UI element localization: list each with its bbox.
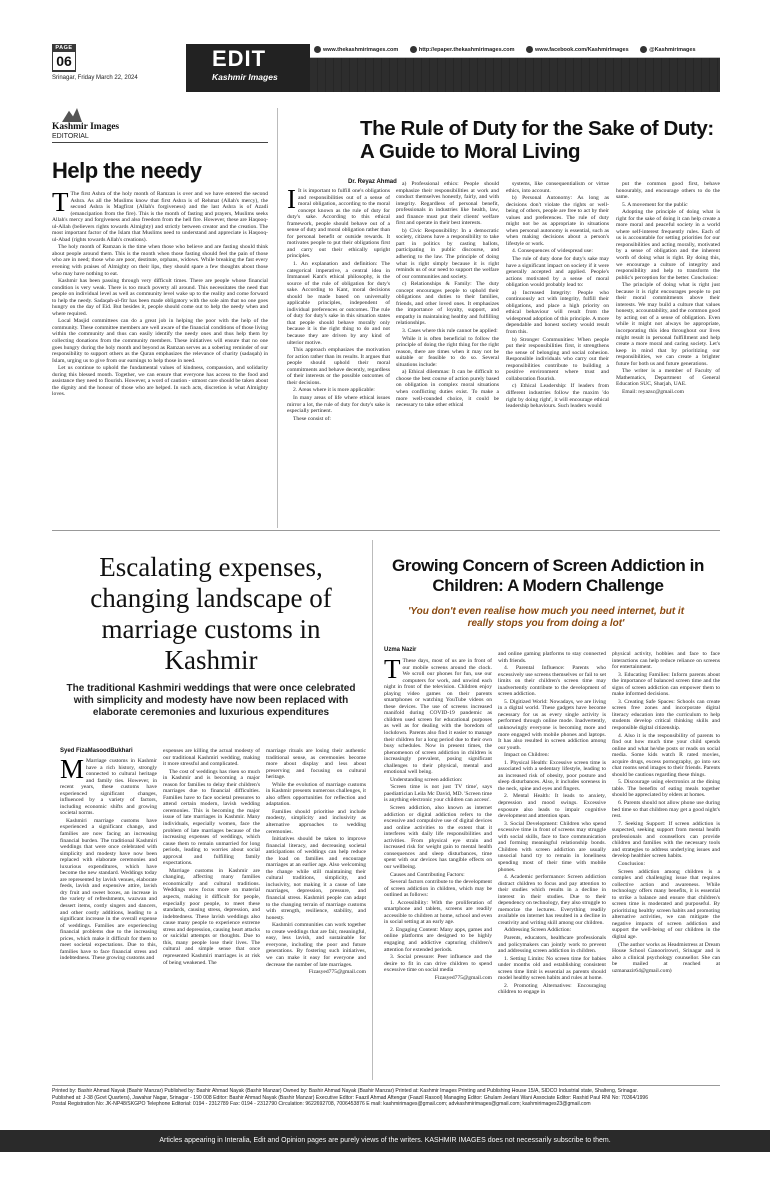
page-number: 06 [53,52,75,70]
duty-para: This approach emphasizes the motivation for action rather than its results. It argues that people should uphold their moral commitments and behave decently, regardless of their interests or the possible outcomes of their decisions. [287,347,390,386]
facebook-link[interactable]: www.facebook.com/KashmirImages [535,47,629,53]
dropcap: T [384,658,401,684]
marriage-para: marriage rituals are losing their authentic traditional sense, as ceremonies become more about display and less about preserving and focusing on cultural heritage. [266,748,366,781]
screen-quote: 'You don't even realise how much you need internet, but it really stops you from doing a lot' [407,606,685,629]
marriage-byline: Syed FizaMasoodBukhari [60,748,133,754]
screen-para: 5. Discourage using electronics at the dining table. The benefits of eating meals together should be appreciated by elders at homes. [612,779,720,799]
screen-para: (The author works as Headmistress at Dream House School Ganoorirowri, Srinagar and is also a clinical psychology counsellor. She can be mailed at reached at uzmanazir64@gmail.com) [612,941,720,974]
marriage-para: Initiatives should be taken to improve financial literacy, and decreasing societal anticipations of weddings can help reduce the load on families and encourage marriages at an earlier age. Also welcoming the change while still maintaining their cultural traditions, simplicity, and inclusivity, not making it a cause of late marriages, depression, pressure, and financial stress. Kashmiri people can adapt to the changing terrain of marriage customs with strength, resilience, stability, and honesty. [266,836,366,921]
screen-col-3 [612,651,720,1082]
marriage-para: The cost of weddings has risen so much in Kashmir and is becoming a major reason for families to delay their children's marriages due to financial difficulties. Families have to face societal pressures to attend certain modern, lavish wedding ceremonies. This is becoming the major issue of late marriages in Kashmir. Many individuals, especially women, face the problem of late marriages because of the increasing expenses of weddings, which cause them to remain unmarried for long periods, leading to worries about social approval and fulfilling family expectations. [163,768,260,867]
duty-para: b) Personal Autonomy: As long as decisions don't violate the rights or well-being of others, people are free to act by their values and preferences. The rule of duty might not be as appropriate in situations when personal autonomy is essential, such as when making decisions about a person's lifestyle or work. [506,195,609,247]
web-link[interactable]: www.thekashmirimages.com [323,47,399,53]
duty-para: 3. Cases where this rule cannot be applied: [402,328,498,335]
screen-para: physical activity, hobbies and face to face interactions can help reduce reliance on screens for entertainment. [612,651,720,671]
disclaimer-footer [0,1130,770,1152]
screen-para: 3. Social pressure: Peer influence and the desire to fit in can drive children to spend excessive time on social media [384,954,492,974]
screen-para: 4. Parental Influence: Parents who excessively use screens themselves or fail to set limits on their children's screen time may inadvertently contribute to the development of screen addiction. [498,665,606,698]
author-email: Fizasyed775@gmail.com [434,974,492,981]
screen-para: Conclusion: [618,860,646,867]
date-line: Srinagar, Friday March 22, 2024 [52,75,138,81]
column-divider [372,540,373,1080]
marriage-para: While the evolution of marriage customs in Kashmir presents numerous challenges, it also offers opportunities for reflection and adaptation. [266,781,366,808]
duty-para: b) Stronger Communities: When people put their responsibilities first, it strengthens the sense of belonging and social cohesion. Responsible individuals who carry out their responsibilities contribute to building a positive environment where trust and collaboration flourish. [506,336,609,382]
duty-para: While it is often beneficial to follow the principle of doing the right thing for the right reason, there are times when it may not be suitable or feasible to do so. Several situations include: [396,335,499,368]
section-divider [52,530,720,531]
imprint-line: Published at: J-38 (Govt Quarters), Jawahar Nagar, Srinagar - 190 008 Editor: Bashir Ahmad Nayak (Bashir Manzar) Executive Editor: Faazil Ahmad Aftengar (Faazil Rasool) Managing Editor: Ghulam Jeelani Wani Associate Editor: Rashid Paul RNI No: 70364/1996 [52,1094,649,1101]
marriage-para: Kashmiri communities can work together to create weddings that are fair, meaningful, easy, less lavish, and sustainable for everyone, including the poor and future generations. By fostering such initiatives, we can make it easy for everyone and decrease the number of late marriages. [266,922,366,968]
screen-para: 6. Parents should not allow phone use during bed time so that children may get a good night's rest. [612,800,720,820]
screen-col-2 [498,651,606,1082]
editorial-body [52,191,268,511]
screen-para: Impact on Children: [504,752,550,759]
globe-icon [410,46,417,53]
duty-col-2 [396,181,499,523]
screen-para: 2. Engaging Content: Many apps, games and online platforms are designed to be highly engaging and addictive capturing children's attention for extended periods. [384,926,492,953]
editorial-logo [52,108,119,140]
header-decor-band [310,58,720,92]
marriage-col-2 [163,748,260,1083]
duty-para: The writer is a member of Faculty of Mathematics, Department of General Education SUC, Sharjah, UAE. [616,368,720,388]
marriage-subtitle: The traditional Kashmiri weddings that were once celebrated with simplicity and modesty have now been replaced with elaborate ceremonies and luxurious expenditures [66,683,356,718]
page-badge [52,44,76,72]
duty-para: Adopting the principle of doing what is right for the sake of doing it can help create a more moral and peaceful society in a world where self-interest frequently rules. Each of us is accountable for setting priorities for our responsibilities and acting morally, motivated by a sense of obligation and the inherent worth of doing what is right. By doing this, we encourage a culture of integrity and responsibility and help to transform the public's perception for the better. Conclusion: [616,209,720,281]
screen-para: 'Screen time is not just TV time', says paediatrician Leila Mc David, MD. 'Screen time is anything electronic your children can access'. [384,784,492,804]
duty-para: These consist of: [293,415,331,422]
marriage-col-3 [266,748,366,1083]
duty-para: c) Ethical Leadership: If leaders from different industries follow the maxim 'do right by doing right', it will encourage ethical leadership behaviours. Such leaders would [506,383,609,410]
marriage-para: Marriage customs in Kashmir have a rich history, strongly connected to cultural heritage and family ties. However, in recent years, these customs have experienced significant changes, influenced by a variety of factors, including economic shifts and growing societal norms. [60,758,157,817]
page-label: PAGE [55,45,73,51]
screen-para: These days, most of us are in front of our mobile screens around the clock. We scroll our phones for fun, use our computers for work, and unwind each night in front of the television. Children enjoy playing video games on their parents smartphones or watching YouTube videos on these devices. The use of screens increased manifold during COVID-19 pandemic as children used screen for educational purposes as well as for dealing with the boredom of lockdown. Parents also find it easier to manage their children for a long period due to their own busy schedules. Now in present times, the phenomenon of screen addiction in children is increasingly prevalent, posing significant challenges to their physical, mental and emotional well being. [384,658,492,776]
screen-para: 3. Social Development: Children who spend excessive time in front of screens may struggle with social skills, face to face communication and forming meaningful relationship bonds. Children with screen addiction are usually unsocial hand try to remain in loneliness spending most of their time with mobile phones. [498,820,606,873]
screen-para: 1. Accessibility: With the proliferation of smartphone and tablets, screens are readily accessible to children at home, school and even in social setting at an early age. [384,899,492,926]
screen-para: Causes and Contributing Factors: [390,871,465,878]
duty-para: b) Civic Responsibility: In a democratic society, citizens have a responsibility to take part in politics by casting ballots, participating in public discourse, and adhering to the law. The principle of doing what is right simply because it is right reminds us of our need to support the welfare of our communities and society. [396,227,499,280]
imprint [52,1088,720,1108]
duty-para: c) Relationships & Family: The duty concept encourages people to uphold their obligations and duties to their families, friends, and other loved ones. It emphasizes the importance of loyalty, support, and empathy in maintaining healthy and fulfilling relationships. [396,281,499,327]
duty-byline: Dr. Reyaz Ahmad [348,179,397,185]
duty-para: a) Professional ethics: People should emphasize their responsibilities at work and conduct themselves honestly, fairly, and with integrity. Regardless of personal benefit, professionals in industries like health, law, and finance must put their clients' welfare first and operate in their best interests. [396,181,499,227]
screen-para: Addressing Screen Addiction: [504,927,572,934]
duty-para: a) Ethical dilemmas: It can be difficult to choose the best course of action purely based on obligation in complex moral situations when conflicting duties exist. To make a more well-rounded choice, it could be necessary to take other ethical [396,369,499,409]
marriage-para: Kashmiri marriage customs have experienced a significant change, and families are now facing an increasing financial burden. The traditional Kashmiri weddings that were once celebrated with simplicity and modesty have now been replaced with elaborate ceremonies and luxurious expenditures, which have become the new standard. Weddings today are represented by lavish venues, elaborate feeds, lavish and expensive attire, lavish dry fruit and sweet boxes, an increase in the variety of refreshments, wazwan and dessert items, costly singers and dancers, and other costly additions, leading to a significant increase in the overall expense of weddings. Families are experiencing financial problems due to the increasing prices, which make it difficult for them to meet societal expectations. Due to this, families have to face financial stress and indebtedness. These growing customs and [60,817,157,962]
dropcap: T [52,191,69,217]
dropcap: M [60,758,85,784]
screen-byline: Uzma Nazir [384,647,417,653]
editorial-para: The holy month of Ramzan is the time when those who believe and are fasting should think about people around them. This is the month when those fasting should feel the pain of those who are in need; those who are poor, destitute, orphans, widows. While breaking the fast every evening with praises of Almighty on their lips, they should spare a few thoughts about those who may have nothing to eat. [52,244,268,277]
duty-para: 1. An explanation and definition: The categorical imperative, a central idea in Immanuel Kant's ethical philosophy, is the source of the rule of obligation for duty's sake. According to Kant, moral decisions should be made based on universally applicable principles, independent of individual preferences or outcomes. The rule of duty for duty's sake in this situation states that people should behave morally only because it is the right thing to do and not because they are driven by any kind of ulterior motive. [287,261,390,346]
marriage-para: expenses are killing the actual modesty of our traditional Kashmiri wedding, making it more stressful and complicated. [163,748,260,768]
screen-para: 1. Setting Limits: No screen time for babies under months old and establishing consistent screen time limit is essential as parents should model healthy screen habits and rules at home. [498,955,606,982]
screen-col-1 [384,658,492,1082]
duty-para: 4. Consequences of widespread use: [512,248,593,255]
editorial-label: EDITORIAL [52,133,89,140]
duty-para: It is important to fulfill one's obligations and responsibilities out of a sense of moral obligation, according to the moral concept known as the rule of duty for duty's sake. According to this ethical framework, people should behave out of a sense of duty and moral obligation rather than for personal benefit or outside rewards. It motivates people to put their obligations first and carry out their ethically upright principles. [287,188,390,260]
duty-title: The Rule of Duty for the Sake of Duty: A Guide to Moral Living [360,117,714,163]
author-email: Fizasyed775@gmail.com [308,969,366,976]
duty-para: systems, like consequentialism or virtue ethics, into account. [506,181,609,194]
screen-para: Screen addiction, also known as internet addiction or digital addiction refers to the excessive and compulsive use of digital devices and online activities to the extent that it interferes with daily life responsibilities and activities. From physical eye strain and increased risk for weight gain to mental health consequences and sleep disturbances, time spent with our devices has tangible effects on our wellbeing. [384,805,492,870]
twitter-icon [640,46,647,53]
duty-col-4 [616,181,720,523]
screen-para: 2. Mental Health: It leads to anxiety, depression and mood swings. Excessive exposure also leads to impair cognitive development and attention span. [498,793,606,820]
screen-para: 4. Also it is the responsibility of parents to find out how much time your child spends online and what he/she posts or reads on social media. Some kids watch R rated movies, acquire drugs, excess pornography, go into sex chat rooms send images to their friends. Parents should be cautious regarding these things. [612,732,720,778]
screen-para: 2. Promoting Alternatives: Encouraging children to engage in [498,982,606,996]
epaper-link[interactable]: http://epaper.thekashmirimages.com [418,47,515,53]
screen-para: 3. Creating Safe Spaces: Schools can create screen free zones and incorporate digital literacy education into the curriculum to help students develop critical thinking skills and responsible digital citizenship. [612,698,720,732]
duty-col-3 [506,181,609,523]
screen-para: 1. Physical Health: Excessive screen time is associated with a sedentary lifestyle, leading to an increased risk of obesity, poor posture and sleep disturbances. Also, it includes soreness in the neck, spine and eyes and fingers. [498,759,606,792]
divider [52,1085,720,1086]
editorial-para: Let us continue to uphold the fundamental values of kindness, compassion, and solidarity during this blessed month. Together, we can ensure that everyone has access to the food and assistance they need to flourish. However, a word of caution - utmost care should be taken about the dignity and the honour of those who are helped. In such acts, discretion is what Almighty loves. [52,365,268,398]
imprint-line: Printed by: Bashir Ahmad Nayak (Bashir Manzar) Published by: Bashir Ahmad Nayak (Bashir Manzar) Owned by: Bashir Ahmad Nayak (Bashir Manzar) Printed at: Kashmir Images Printing and Publishing House 15/A, SIDCO Industrial state, Shalteng, Srinagar. [52,1088,639,1094]
duty-para: put the common good first, behave honourably, and encourage others to do the same. [616,181,720,201]
editorial-para: The first Ashra of the holy month of Ramzan is over and we have entered the second Ashra. As all the Muslims know that first Ashra is of Rehmat (Allah's mercy), the second Ashra is Magfirat (Allah's forgiveness) and the last Ashra is of Azadi (emancipation from the fire). This is the month of fasting and prayers, Muslims seeks Allah's mercy and forgiveness and also freedom from the hell fire. However, these are Haqooq-ul-Allah (believers rights towards Almighty) and strictly between creator and the creation. The most important factor of the Islam that Muslims need to understand and appreciate is Haqooq-ul-Abad (rights towards Allah's creations). [52,191,268,243]
marriage-title: Escalating expenses, changing landscape of marriage customs in Kashmir [90,552,332,675]
facebook-icon [526,46,533,53]
screen-para: Parents, educators, healthcare professionals and policymakers can jointly work to prevent and addressing screen addiction in children. [498,934,606,955]
globe-icon [314,46,321,53]
screen-para: Understanding screen addiction: [390,776,463,783]
screen-para: 5. Digitized World: Nowadays, we are living in a digital world. These gadgets have become necessary for us as every single activity is performed through online mode. Inadvertently, unknowingly everyone is becoming more and more engaged with mobile phones and laptops. It has also resulted in screen addiction among our youth. [498,698,606,751]
disclaimer-text: Articles appearing in Interalia, Edit and Opinion pages are purely views of the writers. KASHMIR IMAGES does not necessarily subscribe to them. [159,1137,611,1144]
screen-para: Several factors contribute to the development of screen addiction in children, which may be outlined as follows: [384,879,492,899]
section-title: EDIT [212,46,267,71]
duty-para: Email: reyazsc@gmail.com [622,388,684,395]
section-banner [186,44,310,92]
screen-para: 7. Seeking Support: If screen addiction is suspected, seeking support from mental health professionals and counsellors can provide children and families with the necessary tools and strategies to address underlying issues and develop healthier screen habits. [612,820,720,860]
screen-para: Screen addiction among children is a complex and challenging issue that requires collective action and awareness. While technology offers many benefits, it is essential to strike a balance and ensure that children's screen time is moderated and purposeful. By prioritizing healthy screen habits and promoting alternative activities, we can mitigate the negative impacts of screen addiction and support the well-being of our children in the digital age. [612,868,720,940]
duty-para: 2. Areas where it is more applicable: [293,387,375,394]
screen-para: and online gaming platforms to stay connected with friends. [498,651,606,664]
divider [52,142,268,143]
duty-para: 5. A movement for the public [622,201,688,208]
dropcap: I [287,188,296,214]
duty-para: The principle of doing what is right just because it is right encourages people to put their moral commitments above their interests. We may build a culture that values honesty, accountability, and the common good by acting out of a sense of obligation. Even while it might not always be appropriate, incorporating this idea throughout our lives might result in personal fulfillment and help create a more moral and caring society. Let's keep in mind that by prioritizing our responsibilities, we can create a brighter future for both us and future generations. [616,282,720,367]
marriage-col-1 [60,758,157,1083]
twitter-link[interactable]: @Kashmirimages [649,47,696,53]
mountain-logo-icon [62,108,82,122]
marriage-para: Marriage customs in Kashmir are changing, affecting many families economically and cultural traditions. Weddings now focus more on material aspects, making it difficult for people, especially poor people, to meet these standards, causing stress, depression, and indebtedness. These lavish weddings also cause many people to experience extreme stress and depression, causing heart attacks or suicidal attempts or thoughts. Due to this, many people lose their lives. The cultural and simple sense that once represented Kashmiri marriages is at risk of being weakened. The [163,867,260,966]
marriage-para: Families should prioritise and include modesty, simplicity and inclusivity as alternative approaches to wedding ceremonies. [266,808,366,835]
link-bar [310,44,720,58]
editorial-para: Local Masjid committees can do a great job in helping the poor with the help of the community. These committee members are well aware of the financial conditions of those living within the community and thus can easily identify the needy ones and thus help them by collecting donations from the community members. These initiatives will ensure that no one goes hungry during the holy month and beyond as Ramzan serves as a sobering reminder of our responsibility to support others as the Quran emphasizes the relevance of charity (sadaqah) in Islam, urging us to give from our earnings to help those in need. [52,318,268,364]
duty-para: The rule of duty done for duty's sake may have a significant impact on society if it were generally accepted and applied. People's actions motivated by a sense of moral obligation would probably lead to: [506,256,609,289]
section-brand: Kashmir Images [212,72,278,82]
duty-para: a) Increased Integrity: People who continuously act with integrity, fulfill their obligations, and place a high priority on ethical behaviour will result from the widespread adoption of this principle. A more dependable and honest society would result from this. [506,289,609,336]
editorial-title: Help the needy [52,158,202,183]
column-divider [277,108,278,528]
screen-para: 3. Educating Families: Inform parents about the importance of balanced screen time and the signs of screen addiction can empower them to make informed decisions. [612,671,720,698]
editorial-brand: Kashmir Images [52,122,120,132]
imprint-line: Postal Registration No: JK-NP48/SKGPO Telephone Editorial: 0194 - 2312789 Fax: 0194 - 2312790 Circulation: 9622692708, 7006453876 E mail: kashmirimages@gmail.com; advkashmirimages@gmail.com; kashmirimages23@gmail.com [52,1101,591,1108]
editorial-para: Kashmir has been passing through very difficult times. There are people whose financial condition is very weak. There is too much poverty all around. This necessitates the need that people on individual level as well as community level wake up to the reality and come forward to help the needy. Sadaqah-al-fitr has been made obligatory with the sole aim that no one goes hungry on the day of Eid. But besides it, people should come out to help the needy when and where required. [52,278,268,317]
duty-col-1 [287,188,390,523]
screen-para: 4. Academic performance: Screen addiction distract children to focus and pay attention to their studies which results in a decline in interest in their studies. Due to their dependency on technology, they also struggle to memorize the lectures. Everything readily available on internet has resulted in a decline in creativity and writing skill among our children. [498,874,606,926]
duty-para: In many areas of life where ethical issues mirror a lot, the rule of duty for duty's sake is especially pertinent. [287,394,390,415]
screen-title: Growing Concern of Screen Addiction in Children: A Modern Challenge [392,556,704,595]
